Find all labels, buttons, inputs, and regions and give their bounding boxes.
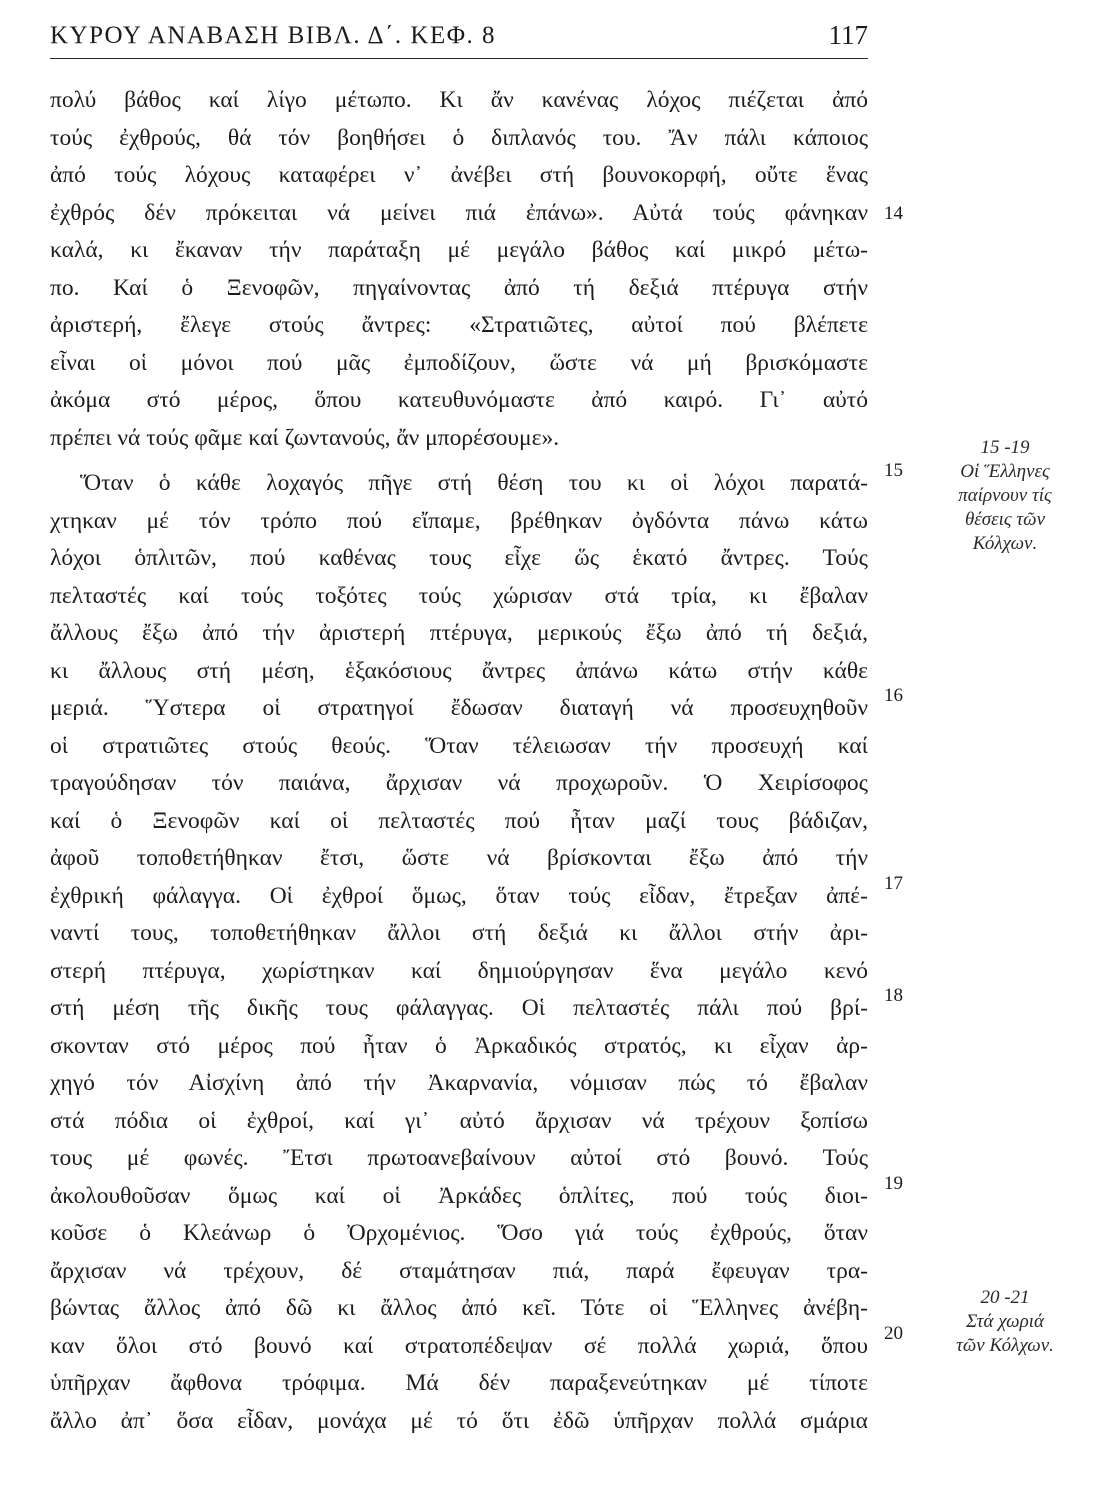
text-line: τραγούδησαν τόν παιάνα, ἄρχισαν νά προχωροῦν. Ὁ Χειρίσοφος (50, 770, 868, 796)
running-head (50, 18, 868, 58)
running-title: ΚΥΡΟΥ ΑΝΑΒΑΣΗ ΒΙΒΛ. Δ΄. ΚΕΦ. 8 (50, 22, 496, 49)
text-line: ὑπῆρχαν ἄφθονα τρόφιμα. Μά δέν παραξενεύτηκαν μέ τίποτε (50, 1370, 868, 1396)
text-line: λόχοι ὁπλιτῶν, πού καθένας τους εἶχε ὥς ἑκατό ἄντρες. Τούς (50, 545, 868, 571)
sidenote-line: Στά χωριά (966, 1311, 1044, 1332)
sidenote-sections-15-19 (920, 436, 1090, 556)
text-line: οἱ στρατιῶτες στούς θεούς. Ὅταν τέλειωσαν τήν προσευχή καί (50, 732, 868, 759)
section-number-19: 19 (884, 1172, 903, 1194)
sidenote-line: τῶν Κόλχων. (956, 1335, 1054, 1356)
text-line: κοῦσε ὁ Κλεάνωρ ὁ Ὀρχομένιος. Ὅσο γιά τούς ἐχθρούς, ὅταν (50, 1220, 868, 1246)
sidenote-range: 15 -19 (980, 437, 1030, 458)
text-line: ἀκολουθοῦσαν ὅμως καί οἱ Ἀρκάδες ὁπλίτες, πού τούς διοι- (50, 1182, 868, 1209)
text-line: σκονταν στό μέρος πού ἦταν ὁ Ἀρκαδικός στρατός, κι εἶχαν ἀρ- (50, 1032, 868, 1059)
text-line: κι ἄλλους στή μέση, ἑξακόσιους ἄντρες ἀπάνω κάτω στήν κάθε (50, 657, 868, 684)
text-line: καί ὁ Ξενοφῶν καί οἱ πελταστές πού ἦταν μαζί τους βάδιζαν, (50, 807, 868, 834)
page-number: 117 (828, 20, 868, 50)
section-number-18: 18 (884, 985, 903, 1006)
text-line: ἀριστερή, ἔλεγε στούς ἄντρες: «Στρατιῶτες, αὐτοί πού βλέπετε (50, 312, 868, 338)
sidenote-sections-20-21 (920, 1286, 1090, 1358)
sidenote-range: 20 -21 (980, 1287, 1030, 1308)
sidenote-line: Κόλχων. (972, 533, 1038, 554)
section-number-14: 14 (884, 202, 903, 224)
text-line: βώντας ἄλλος ἀπό δῶ κι ἄλλος ἀπό κεῖ. Τότε οἱ Ἕλληνες ἀνέβη- (50, 1295, 868, 1321)
sidenote-line: Οἱ Ἕλληνες (960, 461, 1050, 482)
text-line: πελταστές καί τούς τοξότες τούς χώρισαν στά τρία, κι ἔβαλαν (50, 582, 868, 609)
text-line: πρέπει νά τούς φᾶμε καί ζωντανούς, ἄν μπορέσουμε». (50, 424, 560, 451)
text-line: ἀφοῦ τοποθετήθηκαν ἔτσι, ὥστε νά βρίσκονται ἔξω ἀπό τήν (50, 845, 868, 871)
text-line: ἀκόμα στό μέρος, ὅπου κατευθυνόμαστε ἀπό καιρό. Γι᾿ αὐτό (50, 387, 868, 413)
text-line: στή μέση τῆς δικῆς τους φάλαγγας. Οἱ πελταστές πάλι πού βρί- (50, 995, 868, 1021)
body-text (50, 82, 868, 1440)
header-rule (50, 58, 868, 59)
text-line: ναντί τους, τοποθετήθηκαν ἄλλοι στή δεξιά κι ἄλλοι στήν ἀρι- (50, 920, 868, 946)
text-line: πολύ βάθος καί λίγο μέτωπο. Κι ἄν κανένας λόχος πιέζεται ἀπό (50, 87, 868, 113)
section-number-20: 20 (884, 1322, 903, 1344)
text-line: Ὅταν ὁ κάθε λοχαγός πῆγε στή θέση του κι οἱ λόχοι παρατά- (80, 470, 868, 496)
section-number-15: 15 (884, 460, 903, 481)
text-line: πο. Καί ὁ Ξενοφῶν, πηγαίνοντας ἀπό τή δεξιά πτέρυγα στήν (50, 274, 868, 301)
text-line: ἄρχισαν νά τρέχουν, δέ σταμάτησαν πιά, παρά ἔφευγαν τρα- (50, 1257, 868, 1284)
text-line: τούς ἐχθρούς, θά τόν βοηθήσει ὁ διπλανός του. Ἄν πάλι κάποιος (50, 124, 868, 151)
text-line: ἄλλο ἀπ᾿ ὅσα εἶδαν, μονάχα μέ τό ὅτι ἐδῶ ὑπῆρχαν πολλά σμάρια (50, 1407, 868, 1434)
section-number-17: 17 (884, 872, 903, 894)
text-line: καν ὅλοι στό βουνό καί στρατοπέδεψαν σέ πολλά χωριά, ὅπου (50, 1332, 868, 1359)
text-line: χτηκαν μέ τόν τρόπο πού εἴπαμε, βρέθηκαν ὀγδόντα πάνω κάτω (50, 507, 868, 534)
text-line: ἐχθρική φάλαγγα. Οἱ ἐχθροί ὅμως, ὅταν τούς εἶδαν, ἔτρεξαν ἀπέ- (50, 882, 868, 909)
text-line: ἀπό τούς λόχους καταφέρει ν᾿ ἀνέβει στή βουνοκορφή, οὔτε ἕνας (50, 162, 868, 188)
text-line: ἄλλους ἔξω ἀπό τήν ἀριστερή πτέρυγα, μερικούς ἔξω ἀπό τή δεξιά, (50, 620, 868, 646)
text-line: τους μέ φωνές. Ἔτσι πρωτοανεβαίνουν αὐτοί στό βουνό. Τούς (50, 1145, 868, 1171)
text-line: ἐχθρός δέν πρόκειται νά μείνει πιά ἐπάνω». Αὐτά τούς φάνηκαν (50, 199, 868, 226)
text-line: μεριά. Ὕστερα οἱ στρατηγοί ἔδωσαν διαταγή νά προσευχηθοῦν (50, 695, 868, 721)
sidenote-line: θέσεις τῶν (964, 509, 1046, 530)
text-line: καλά, κι ἔκαναν τήν παράταξη μέ μεγάλο βάθος καί μικρό μέτω- (50, 237, 868, 263)
text-line: στερή πτέρυγα, χωρίστηκαν καί δημιούργησαν ἕνα μεγάλο κενό (50, 957, 868, 984)
text-line: εἶναι οἱ μόνοι πού μᾶς ἐμποδίζουν, ὥστε νά μή βρισκόμαστε (50, 349, 868, 376)
text-line: χηγό τόν Αἰσχίνη ἀπό τήν Ἀκαρνανία, νόμισαν πώς τό ἔβαλαν (50, 1070, 868, 1096)
section-number-16: 16 (884, 685, 903, 706)
text-line: στά πόδια οἱ ἐχθροί, καί γι᾿ αὐτό ἄρχισαν νά τρέχουν ξοπίσω (50, 1107, 868, 1134)
sidenote-line: παίρνουν τίς (958, 485, 1052, 506)
